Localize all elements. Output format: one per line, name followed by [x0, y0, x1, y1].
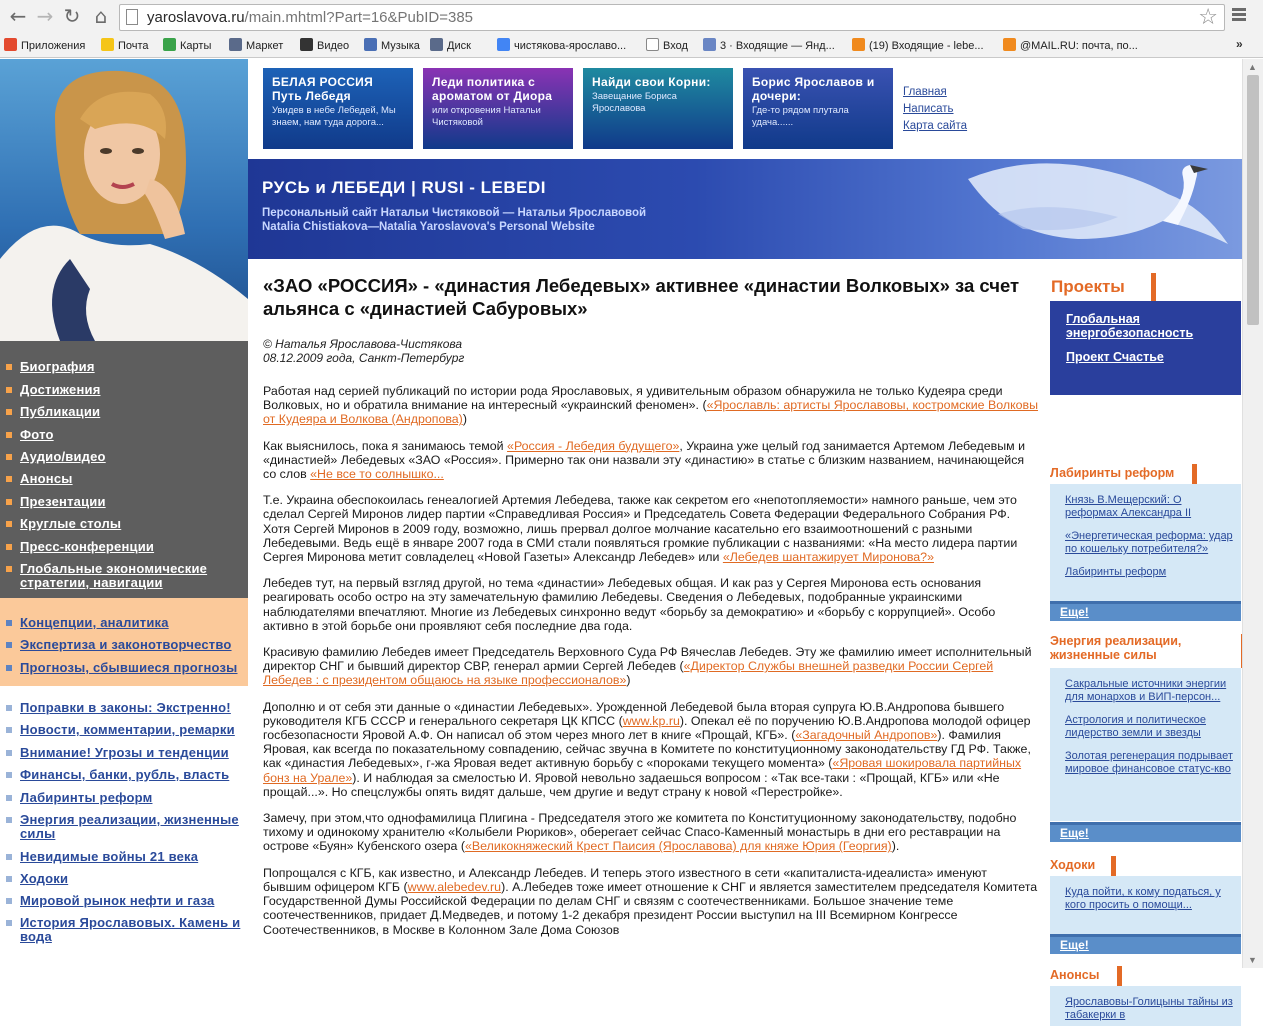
nav-item[interactable]: Аудио/видео	[6, 450, 246, 464]
nav-item[interactable]: Достижения	[6, 383, 246, 397]
feature-tile-title: Найди свои Корни:	[592, 75, 711, 89]
link-sitemap[interactable]: Карта сайта	[903, 120, 968, 132]
top-strip	[248, 59, 1242, 159]
top-links	[903, 84, 967, 135]
scroll-thumb[interactable]	[1247, 75, 1259, 325]
right-section-heading: Анонсы	[1050, 966, 1241, 984]
disk-icon	[430, 38, 443, 51]
nav-item[interactable]: Финансы, банки, рубль, власть	[6, 768, 246, 782]
music-icon	[364, 38, 377, 51]
bookmarks-overflow-button[interactable]: »	[1236, 37, 1243, 51]
bookmark-item[interactable]: @MAIL.RU: почта, по...	[1003, 38, 1138, 54]
right-section-link[interactable]: Лабиринты реформ	[1065, 566, 1167, 578]
google-icon	[497, 38, 510, 51]
address-bar[interactable]	[119, 4, 1225, 31]
site-subtitle-ru: Персональный сайт Натальи Чистяковой — Натальи Ярославовой	[262, 207, 647, 219]
browser-menu-icon[interactable]	[1231, 6, 1247, 24]
bookmark-item[interactable]: Вход	[646, 38, 688, 54]
right-section-heading: Энергия реализации, жизненные силы	[1050, 634, 1241, 664]
project-link[interactable]: Глобальная энергобезопасность	[1066, 312, 1194, 340]
url-text[interactable]: yaroslavova.ru/main.mhtml?Part=16&PubID=385	[147, 9, 474, 26]
projects-box	[1050, 301, 1241, 395]
right-section-more-bar	[1050, 822, 1241, 842]
article-paragraph: Лебедев тут, на первый взгляд другой, но тема «династии» Лебедевых общая. И как раз у Сергея Миронова есть основания реагировать особо остро на эту замечательную фамилию Лебедевы. Сведения о Лебедевых, подобранные украинскими наблюдателями впечатляют. Многие из Лебедевых синхронно ведут «борьбу за демократию» и «борьбу с коррупцией». Особо активно в этой борьбе они проявляют себя последние два года.	[263, 576, 996, 633]
nav-item[interactable]: Глобальные экономические стратегии, навигации	[6, 562, 246, 590]
bookmark-item[interactable]: Маркет	[229, 38, 283, 54]
nav-item[interactable]: Презентации	[6, 495, 246, 509]
article-link[interactable]: «Загадочный Андропов»	[795, 728, 938, 743]
nav-item[interactable]: Невидимые войны 21 века	[6, 850, 246, 864]
nav-item[interactable]: Анонсы	[6, 472, 246, 486]
article-title: «ЗАО «РОССИЯ» - «династия Лебедевых» активнее «династии Волковых» за счет альянса с «династией Сабуровых»	[263, 275, 1020, 319]
more-link[interactable]: Еще!	[1060, 938, 1089, 952]
feature-tile[interactable]	[423, 68, 573, 149]
bookmark-item[interactable]: чистякова-ярославо...	[497, 38, 626, 54]
right-section-more-bar	[1050, 601, 1241, 621]
article-paragraph: Как выяснилось, пока я занимаюсь темой «Россия - Лебедия будущего», Украина уже целый год занимается Артемом Лебедевым и «династией» Лебедевых «ЗАО «Россия». Примерно так они назвали эту «династию» в статье с близким названием, начинающейся со слов «Не все то солнышко...	[263, 438, 1026, 482]
right-section-link[interactable]: Ярославовы-Голицыны тайны из табакерки в	[1065, 996, 1233, 1021]
article-paragraph: Т.е. Украина обеспокоилась генеалогией Артемия Лебедева, также как секретом его «непотопляемости» намного раньше, чем это сделал Сергей Миронов лидер партии «Справедливая Россия» и Председатель Совета Федерации Федерального Собрания РФ. Хотя Сергей Миронов в 2009 году, возможно, лишь прервал долгое молчание касательно его взаимоотношений с разными Лебедевыми. Ведь ещё в январе 2007 года в СМИ стали появляться громкие публикации с названиями: «На место лидера партии Сергея Миронова метит совладелец «Новой Газеты» Александр Лебедев» или «Лебедев шантажирует Миронова?»	[263, 493, 1018, 565]
article-link[interactable]: «Ярославль: артисты Ярославовы, костромские Волковы от Кудеяра и Волкова (Андропова)	[263, 398, 1039, 427]
article-author: © Наталья Ярославова-Чистякова	[263, 337, 463, 351]
bookmark-item[interactable]: Музыка	[364, 38, 420, 54]
heading-accent-bar	[1117, 966, 1122, 986]
reload-icon[interactable]: ↻	[63, 4, 81, 28]
article-paragraph: Попрощался с КГБ, как известно, и Александр Лебедев. И теперь этого известного в сети «капиталиста-идеалиста» именуют бывшим офицером КГБ (www.alebedev.ru). А.Лебедев тоже имеет отношение к СНГ и является заместителем председателя Комитета Государственной Думы Российской Федерации по делам СНГ и связям с соотечественниками. Большое значение теме соотечественников, придает Д.Медведев, и потому 1-2 декабря президент России выступил на III Всемирном Конгрессе Соотечественников, в Москве в Колонном Зале Дома Союзов	[263, 865, 1038, 937]
market-icon	[229, 38, 242, 51]
article-date: 08.12.2009 года, Санкт-Петербург	[263, 351, 465, 365]
maps-icon	[163, 38, 176, 51]
nav-item[interactable]: Ходоки	[6, 872, 246, 886]
link-write[interactable]: Написать	[903, 103, 954, 115]
project-link[interactable]: Проект Счастье	[1066, 350, 1164, 364]
browser-toolbar	[0, 0, 1263, 34]
video-icon	[300, 38, 313, 51]
mailru-icon	[1003, 38, 1016, 51]
nav-item[interactable]: Прогнозы, сбывшиеся прогнозы	[6, 661, 246, 675]
bookmark-item[interactable]: Видео	[300, 38, 349, 54]
right-section-box	[1050, 986, 1241, 1026]
article-link[interactable]: www.alebedev.ru	[407, 879, 502, 894]
link-home[interactable]: Главная	[903, 86, 947, 98]
article-paragraph: Дополню и от себя эти данные о «династии Лебедевых». Урожденной Лебедевой была вторая супруга Ю.В.Андропова бывшего руководителя КГБ СССР и генерального секретаря ЦК КПСС (www.kp.ru). Опекал её по поручению Ю.В.Андропова молодой офицер госбезопасности Яровой А.Ф. Он написал об этом через много лет в книге «Прощай, КГБ». («Загадочный Андропов»). Фамилия Яровая, как всегда по показательному совпадению, сейчас звучна в Комитете по конституционному законодательству ГД РФ. Также, как «династия Лебедевых», г-жа Яровая ведет активную борьбу с «пороками текущего момента» («Яровая шокировала партийных бонз на Урале»). И наблюдая за смелостью И. Яровой невольно задаешься вопросом : «Так все-таки : «Прощай, КГБ» или «Не прощай...». Но спецслужбы опять видят дальше, чем другие и ведут страну к новой «Перестройке».	[263, 699, 1031, 799]
right-section-heading: Лабиринты реформ	[1050, 464, 1241, 482]
feature-tile-text: Увидев в небе Лебедей, Мы знаем, нам туда дорога...	[272, 105, 396, 128]
bookmark-item[interactable]: Приложения	[4, 38, 85, 54]
nav-item[interactable]: Фото	[6, 428, 246, 442]
swan-illustration	[928, 159, 1248, 259]
nav-item[interactable]: Биография	[6, 360, 246, 374]
feature-tile-text: Завещание Бориса Ярославова	[592, 91, 677, 114]
nav-item[interactable]: Лабиринты реформ	[6, 791, 246, 805]
site-title: РУСЬ и ЛЕБЕДИ | RUSI - LEBEDI	[262, 178, 547, 197]
right-section-link[interactable]: Князь В.Мещерский: О реформах Александра II	[1065, 494, 1192, 519]
right-section-heading: Ходоки	[1050, 856, 1241, 874]
more-link[interactable]: Еще!	[1060, 605, 1089, 619]
author-portrait	[0, 59, 248, 341]
article-paragraph: Красивую фамилию Лебедев имеет Председатель Верховного Суда РФ Вячеслав Лебедев. Эту же фамилию имеет исполнительный директор СНГ и бывший директор СВР, генерал армии Сергей Лебедев («Директор Службы внешней разведки России Сергей Лебедев : с президентом общаюсь на языке профессионалов»)	[263, 645, 1032, 688]
scroll-up-icon[interactable]: ▲	[1248, 62, 1257, 72]
site-subtitle-en: Natalia Chistiakova—Natalia Yaroslavova's Personal Website	[262, 221, 595, 233]
article-link[interactable]: «Директор Службы внешней разведки России Сергей Лебедев : с президентом общаюсь на языке профессионалов»	[263, 659, 994, 688]
right-sidebar	[1050, 273, 1242, 1021]
page-viewport	[0, 59, 1242, 1021]
bookmark-item[interactable]: 3 · Входящие — Янд...	[703, 38, 835, 54]
nav-item[interactable]: Новости, комментарии, ремарки	[6, 723, 246, 737]
nav-item[interactable]: Мировой рынок нефти и газа	[6, 894, 246, 908]
bookmark-item[interactable]: (19) Входящие - lebe...	[852, 38, 984, 54]
bookmarks-bar	[0, 34, 1263, 58]
nav-item[interactable]: Экспертиза и законотворчество	[6, 638, 246, 652]
nav-block-topics	[0, 686, 248, 968]
right-section-box	[1050, 484, 1241, 601]
right-section-link[interactable]: Астрология и политическое лидерство земли и звезды	[1065, 714, 1206, 739]
page-scrollbar[interactable]	[1242, 59, 1263, 968]
bookmark-item[interactable]: Диск	[430, 38, 471, 54]
more-link[interactable]: Еще!	[1060, 826, 1089, 840]
apps-icon	[4, 38, 17, 51]
right-section-box	[1050, 668, 1241, 821]
article-paragraph: Замечу, при этом,что однофамилица Плигина - Председателя этого же комитета по Конституционному законодательству, подобно тихому и одинокому хранителю «Колыбели Рюриков», оберегает сейчас Спасо-Каменный монастырь в дни его реставрации на острове «Буян» Кубенского озера («Великокняжеский Крест Паисия (Ярославова) для княже Юрия (Георгия)).	[263, 811, 1017, 854]
home-icon[interactable]: ⌂	[94, 4, 108, 28]
article	[263, 274, 1038, 949]
feature-tile-text: Где-то рядом плутала удача......	[752, 105, 849, 128]
feature-tile-title: БЕЛАЯ РОССИЯ Путь Лебедя	[272, 75, 374, 103]
page-icon	[646, 38, 659, 51]
nav-item[interactable]: Круглые столы	[6, 517, 246, 531]
article-link[interactable]: «Яровая шокировала партийных бонз на Урале»	[263, 756, 1022, 785]
bookmark-item[interactable]: Карты	[163, 38, 211, 54]
bookmark-star-icon[interactable]: ☆	[1198, 5, 1218, 30]
article-byline	[263, 337, 1038, 365]
right-section-more-bar	[1050, 934, 1241, 954]
scroll-down-icon[interactable]: ▼	[1248, 955, 1257, 965]
feature-tile[interactable]	[583, 68, 733, 149]
feature-tile-title: Борис Ярославов и дочери:	[752, 75, 875, 103]
article-link[interactable]: «Великокняжеский Крест Паисия (Ярославова) для княже Юрия (Георгия)	[465, 839, 892, 854]
page-icon	[126, 9, 138, 25]
projects-heading: Проекты	[1050, 273, 1156, 301]
site-banner	[248, 159, 1242, 259]
mail-icon	[703, 38, 716, 51]
forward-arrow-icon[interactable]: →	[36, 4, 54, 28]
nav-item[interactable]: История Ярославовых. Камень и вода	[6, 916, 246, 944]
right-section-link[interactable]: Золотая регенерация подрывает мировое финансовое статус-кво	[1065, 750, 1233, 775]
feature-tile-text: или откровения Натальи Чистяковой	[432, 105, 541, 128]
mailru-icon	[852, 38, 865, 51]
nav-item[interactable]: Внимание! Угрозы и тенденции	[6, 746, 246, 760]
nav-block-analytics	[0, 598, 248, 686]
article-link[interactable]: «Россия - Лебедия будущего»	[507, 438, 680, 453]
right-section-link[interactable]: Сакральные источники энергии для монархов и ВИП-персон...	[1065, 678, 1227, 703]
feature-tile[interactable]	[743, 68, 893, 149]
right-section-link[interactable]: Куда пойти, к кому податься, у кого просить о помощи...	[1065, 886, 1221, 911]
nav-block-main	[0, 341, 248, 598]
article-link[interactable]: «Не все то солнышко...	[310, 467, 444, 482]
bookmark-item[interactable]: Почта	[101, 38, 149, 54]
heading-accent-bar	[1111, 856, 1116, 876]
feature-tile[interactable]	[263, 68, 413, 149]
right-section-link[interactable]: «Энергетическая реформа: удар по кошельку потребителя?»	[1065, 530, 1233, 555]
nav-item[interactable]: Пресс-конференции	[6, 540, 246, 554]
article-link[interactable]: «Лебедев шантажирует Миронова?»	[722, 550, 934, 565]
nav-item[interactable]: Поправки в законы: Экстренно!	[6, 701, 246, 715]
nav-item[interactable]: Энергия реализации, жизненные силы	[6, 813, 246, 841]
heading-accent-bar	[1192, 464, 1197, 484]
nav-item[interactable]: Концепции, аналитика	[6, 616, 246, 630]
left-navigation	[0, 341, 248, 968]
article-paragraph: Работая над серией публикаций по истории рода Ярославовых, я удивительным образом обнаружила не только Кудеяра среди Волковых, но и обратила внимание на интересный «украинский феномен». («Ярославль: артисты Ярославовы, костромские Волковы от Кудеяра и Волкова (Андропова))	[263, 384, 1039, 427]
article-link[interactable]: www.kp.ru	[622, 713, 680, 728]
yandex-mail-icon	[101, 38, 114, 51]
back-arrow-icon[interactable]: ←	[9, 4, 27, 28]
nav-item[interactable]: Публикации	[6, 405, 246, 419]
feature-tile-title: Леди политика с ароматом от Диора	[432, 75, 553, 103]
